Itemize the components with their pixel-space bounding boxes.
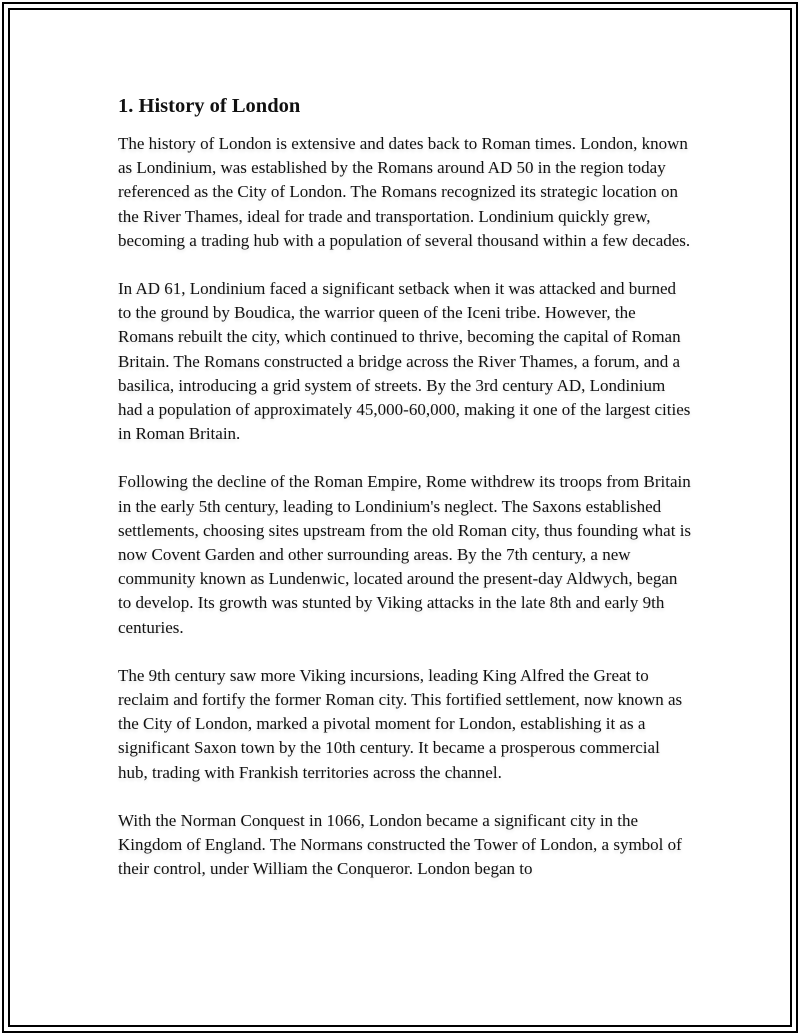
section-heading: 1. History of London: [118, 95, 301, 117]
paragraph-saxon: Following the decline of the Roman Empire, Rome withdrew its troops from Britain in the early 5th century, leading to Londinium's neglect. The Saxons established settlements, choosing sites upstream from the old Roman city, thus founding what is now Covent Garden and other surrounding areas. By the 7th century, a new community known as Lundenwic, located around the present-day Aldwych, began to develop. Its growth was stunted by Viking attacks in the late 8th and early 9th centuries.: [118, 472, 692, 637]
paragraph-roman-founding: The history of London is extensive and dates back to Roman times. London, known as Londinium, was established by the Romans around AD 50 in the region today referenced as the City of London. The Romans recognized its strategic location on the River Thames, ideal for trade and transportation. Londinium quickly grew, becoming a trading hub with a population of several thousand within a few decades.: [118, 134, 691, 250]
paragraph-alfred: The 9th century saw more Viking incursions, leading King Alfred the Great to reclaim and fortify the former Roman city. This fortified settlement, now known as the City of London, marked a pivotal moment for London, establishing it as a significant Saxon town by the 10th century. It became a prosperous commercial hub, trading with Frankish territories across the channel.: [118, 665, 683, 782]
paragraph-boudica: In AD 61, Londinium faced a significant setback when it was attacked and burned to the ground by Boudica, the warrior queen of the Iceni tribe. However, the Romans rebuilt the city, which continued to thrive, becoming the capital of Roman Britain. The Romans constructed a bridge across the River Thames, a forum, and a basilica, introducing a grid system of streets. By the 3rd century AD, Londinium had a population of approximately 45,000-60,000, making it one of the largest cities in Roman Britain.: [118, 279, 691, 444]
document-body: [118, 92, 693, 905]
paragraph-norman: With the Norman Conquest in 1066, London became a significant city in the Kingdom of England. The Normans constructed the Tower of London, a symbol of their control, under William the Conqueror. London began to: [118, 810, 682, 879]
